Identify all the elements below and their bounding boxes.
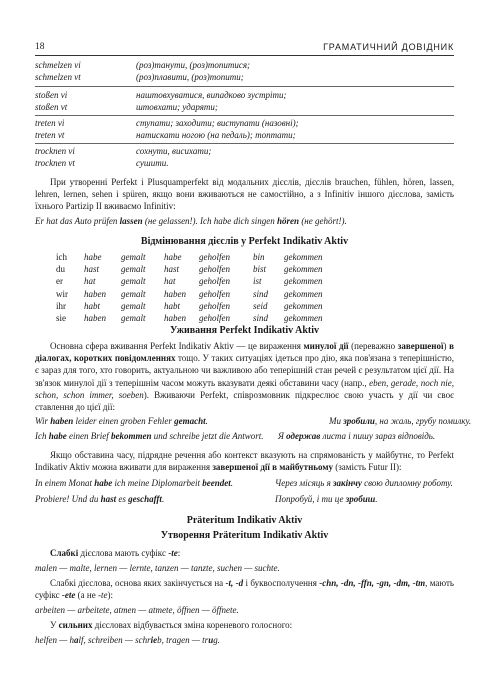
verb-word: trocknen vt bbox=[35, 158, 75, 169]
paragraph-weak-ete: Слабкі дієслова, основа яких закінчується на -t, -d і буквосполучення -chn, -dn, -ffn, -gn, -dm, -tm, мають суфікс -ete (а не -te): bbox=[35, 578, 454, 601]
example-diplomarbeit: In einem Monat habe ich meine Diplomarbeit beendet. Через місяць я закінчу свою дипломну роботу. bbox=[35, 478, 453, 488]
verb-translation: (роз)плавити, (роз)топити; bbox=[136, 72, 244, 83]
example-probiere: Probiere! Und du hast es geschafft. Попробуй, і ти це зробиш. bbox=[35, 494, 378, 504]
verb-row bbox=[35, 71, 454, 83]
paragraph-future: Якщо обставина часу, підрядне речення або контекст вказують на спрямованість у майбутнє, то Perfekt Indikativ Aktiv можна вживати для вираження завершеної дії в майбутньому (замість Futur II): bbox=[35, 450, 454, 473]
verb-row bbox=[35, 157, 454, 169]
verb-row bbox=[35, 145, 454, 157]
running-title: ГРАМАТИЧНИЙ ДОВІДНИК bbox=[323, 42, 454, 52]
verb-group-4 bbox=[35, 145, 454, 169]
verb-translation: (роз)танути, (роз)топитися; bbox=[136, 60, 251, 70]
verb-row bbox=[35, 59, 454, 71]
paragraph-weak: Слабкі дієслова мають суфікс -te: bbox=[50, 548, 181, 558]
verb-word: trocknen vi bbox=[35, 146, 75, 156]
page-number: 18 bbox=[35, 42, 45, 52]
verb-word: stoßen vt bbox=[35, 102, 68, 113]
paragraph-modal-verbs: При утворенні Perfekt і Plusquamperfekt від модальних дієслів, дієслів brauchen, fühlen, hören, lassen, lehren, lernen, sehen і spüren, якщо вони вживаються не самостійно, а з Infinitiv іншого дієслова, замість їхнього Partizip II вживаємо Infinitiv: bbox=[35, 177, 454, 212]
divider bbox=[35, 143, 454, 144]
heading-usage: Уживання Perfekt Indikativ Aktiv bbox=[169, 325, 319, 336]
divider bbox=[35, 86, 454, 87]
verb-row bbox=[35, 89, 454, 101]
example-lassen-hoeren: Er hat das Auto prüfen lassen (не gelassen!). Ich habe dich singen hören (не gehört!). bbox=[35, 216, 347, 226]
verb-word: stoßen vi bbox=[35, 90, 68, 100]
heading-conjugation: Відмінювання дієслів у Perfekt Indikativ Aktiv bbox=[140, 236, 349, 247]
verb-group-2 bbox=[35, 89, 454, 113]
example-brief: Ich habe einen Brief bekommen und schreibe jetzt die Antwort. Я одержав листа і пишу зараз відповідь. bbox=[35, 431, 436, 441]
example-weak-ete: arbeiten — arbeitete, atmen — atmete, öffnen — öffnete. bbox=[35, 605, 239, 615]
verb-group-3 bbox=[35, 117, 454, 141]
heading-praeteritum: Präteritum Indikativ Aktiv bbox=[186, 515, 303, 526]
document-page: 18 ГРАМАТИЧНИЙ ДОВІДНИК schmelzen vi (роз)танути, (роз)топитися; schmelzen vt (роз)плавити, (роз)топити; stoßen vi наштовхуватися, випадково зустріти; stoßen vt штовхати; ударяти; treten vi ступати; заходити; виступати (назовні); treten vt натискати ногою (на педаль); топтати; trocknen vi сохнути, висихати; trocknen vt сушити. При утворенні Perfekt і Plusquamperfekt від модальних дієслів, дієслів brauchen, fühlen, hören, lassen, lehren, lernen, sehen і spüren, якщо вони вживаються не самостійно, а з Infinitiv іншого дієслова, замість їхнього Partizip II вживаємо Infinitiv: Er hat das Auto prüfen lassen (не gelassen!). Ich habe dich singen hören (не gehört!). Відмінювання дієслів у Perfekt Indikativ Aktiv ich habe gemalt habe geholfen bin gekommen du hast gemalt hast geholfen bist gekommen er hat gemalt hat geholfen ist gekommen wir haben gemalt haben geholfen sind gekommen ihr habt gemalt habt geholfen seid gekommen sie haben gemalt haben geholfen sind gekommen Уживання Perfekt Indikativ Aktiv Основна сфера вживання Perfekt Indikativ Aktiv — це вираження минулої дії (переважно завершеної) в діалогах, коротких повідомленнях тощо. У таких ситуаціях ідеться про дію, яка пов'язана з теперішністю, є зараз для того, хто говорить, актуальною чи важливою або теперішній стан речей є результатом цієї дії. На зв'язок минулої дії з теперішнім часом можуть вказувати деякі обставини часу (напр., eben, gerade, noch nie, schon, schon immer, soeben). Вживаючи Perfekt, співрозмовник підкреслює свою участь у дії чи своє ставлення до цієї дії: Wir haben leider einen groben Fehler gemacht. Ми зробили, на жаль, грубу помилку. Ich habe einen Brief bekommen und schreibe jetzt die Antwort. Я одержав листа і пишу зараз відповідь. Якщо обставина часу, підрядне речення або контекст вказують на спрямованість у майбутнє, то Perfekt Indikativ Aktiv можна вживати для вираження завершеної дії в майбутньому (замість Futur II): In einem Monat habe ich meine Diplomarbeit beendet. Через місяць я закінчу свою дипломну роботу. Probiere! Und du hast es geschafft. Попробуй, і ти це зробиш. Präteritum Indikativ Aktiv Утворення Präteritum Indikativ Aktiv Слабкі дієслова мають суфікс -te: malen — malte, lernen — lernte, tanzen — tanzte, suchen — suchte. Слабкі дієслова, основа яких закінчується на -t, -d і буквосполучення -chn, -dn, -ffn, -gn, -dm, -tm, мають суфікс -ete (а не -te): arbeiten — arbeitete, atmen — atmete, öffnen — öffnete. У сильних дієсловах відбувається зміна кореневого голосного: helfen — half, schreiben — schrieb, tragen — trug. bbox=[35, 42, 472, 645]
verb-translation: натискати ногою (на педаль); топтати; bbox=[136, 130, 296, 141]
verb-word: treten vt bbox=[35, 130, 65, 141]
verb-group-1 bbox=[35, 59, 454, 83]
example-weak: malen — malte, lernen — lernte, tanzen — tanzte, suchen — suchte. bbox=[35, 563, 280, 573]
verb-word: schmelzen vi bbox=[35, 60, 81, 70]
verb-row bbox=[35, 117, 454, 129]
verb-translation: наштовхуватися, випадково зустріти; bbox=[136, 90, 287, 100]
verb-word: treten vi bbox=[35, 118, 65, 128]
verb-translation: сушити. bbox=[136, 158, 169, 169]
verb-translation: сохнути, висихати; bbox=[136, 146, 212, 156]
verb-word: schmelzen vt bbox=[35, 72, 81, 83]
verb-row bbox=[35, 129, 454, 141]
example-strong: helfen — half, schreiben — schrieb, tragen — trug. bbox=[35, 635, 220, 645]
header-rule bbox=[35, 55, 454, 56]
paragraph-usage: Основна сфера вживання Perfekt Indikativ Aktiv — це вираження минулої дії (переважно завершеної) в діалогах, коротких повідомленнях тощо. У таких ситуаціях ідеться про дію, яка пов'язана з теперішністю, є зараз для того, хто говорить, актуальною чи важливою або теперішній стан речей є результатом цієї дії. На зв'язок минулої дії з теперішнім часом можуть вказувати деякі обставини часу (напр., eben, gerade, noch nie, schon, schon immer, soeben). Вживаючи Perfekt, співрозмовник підкреслює свою участь у дії чи своє ставлення до цієї дії: bbox=[35, 341, 454, 413]
heading-formation: Утворення Präteritum Indikativ Aktiv bbox=[160, 530, 329, 541]
verb-translation: ступати; заходити; виступати (назовні); bbox=[136, 118, 299, 128]
verb-translation: штовхати; ударяти; bbox=[136, 102, 218, 113]
divider bbox=[35, 115, 454, 116]
page-header bbox=[35, 42, 454, 56]
paragraph-strong: У сильних дієсловах відбувається зміна кореневого голосного: bbox=[50, 620, 293, 630]
verb-row bbox=[35, 101, 454, 113]
example-fehler: Wir haben leider einen groben Fehler gemacht. Ми зробили, на жаль, грубу помилку. bbox=[35, 416, 472, 426]
